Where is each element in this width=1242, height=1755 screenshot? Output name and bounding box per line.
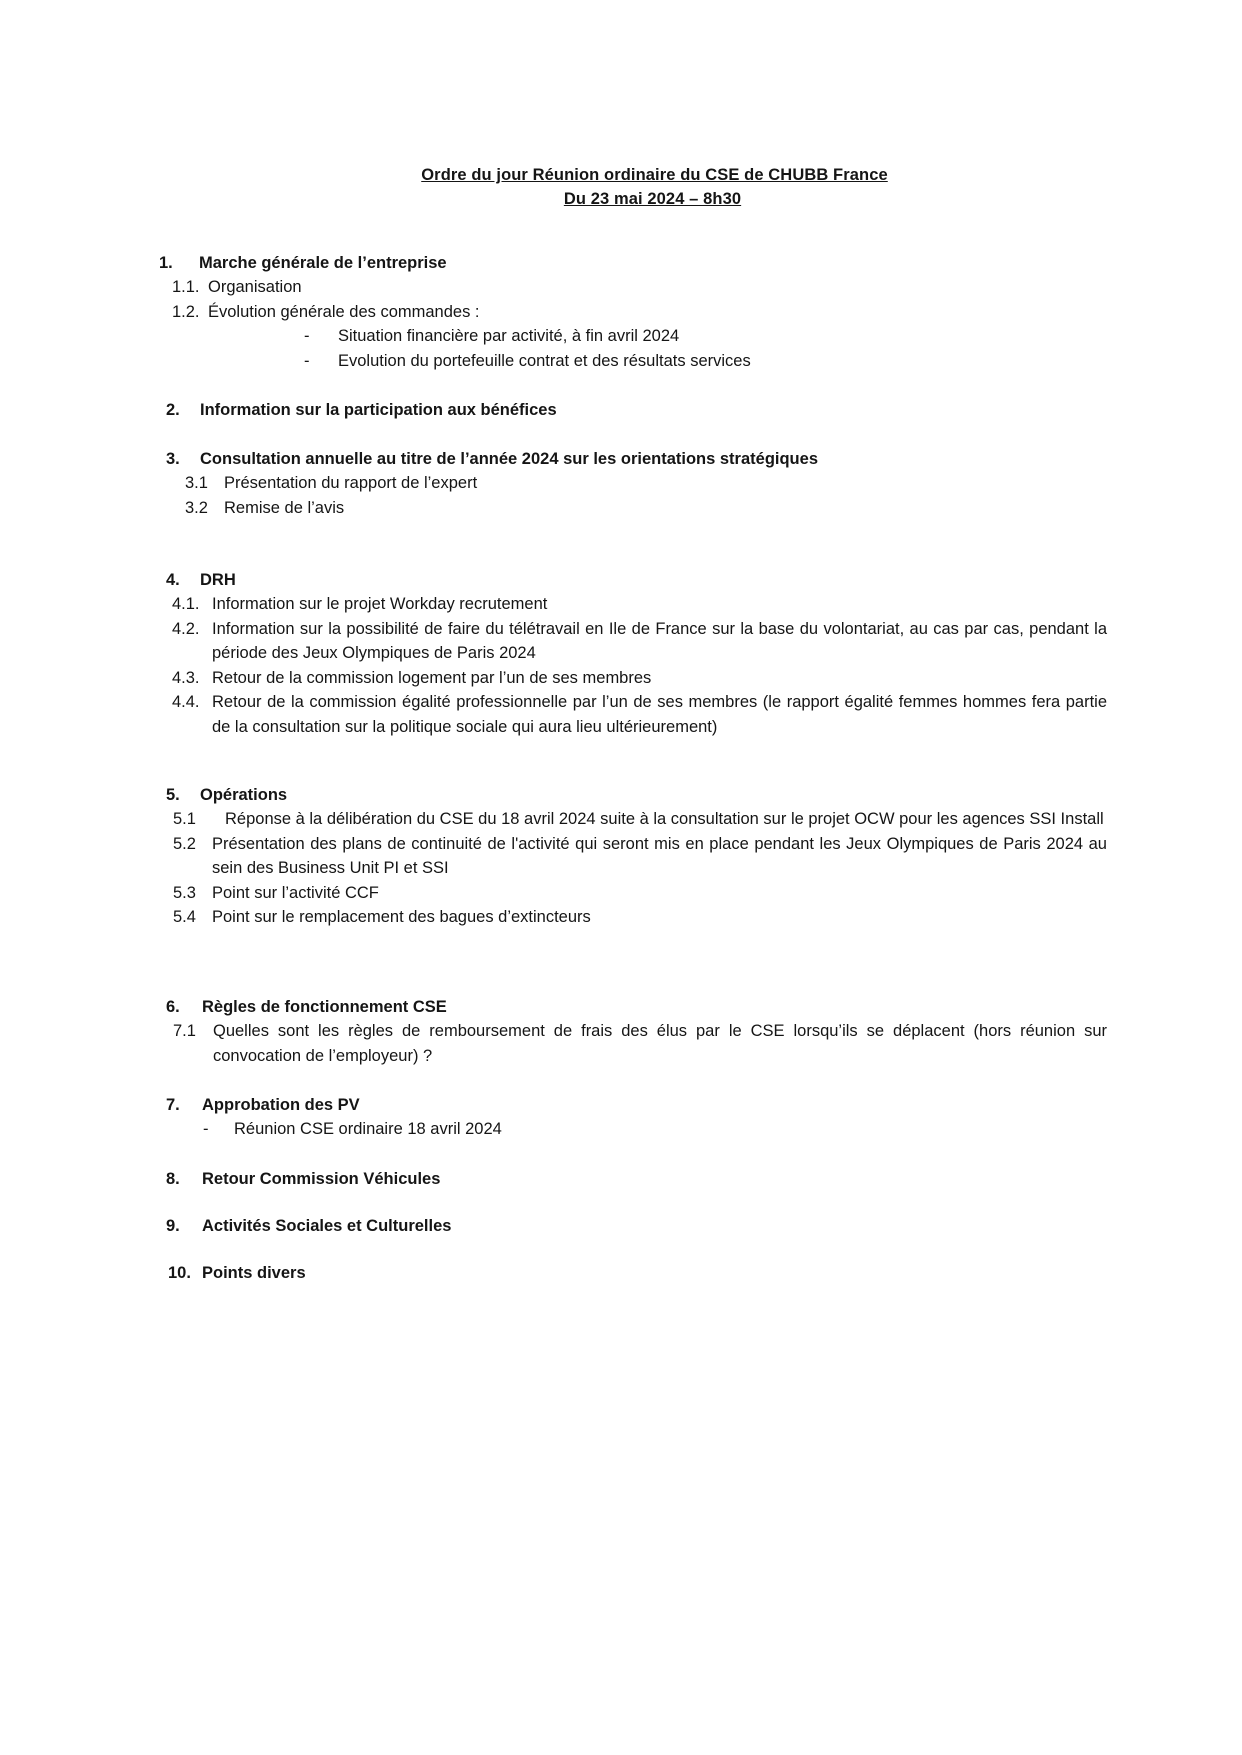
- list-item: [0, 832, 1242, 881]
- section-2: [0, 398, 1242, 422]
- section-title: Retour Commission Véhicules: [202, 1170, 441, 1188]
- list-item: [0, 617, 1242, 666]
- item-number: 4.4.: [172, 693, 200, 711]
- list-item: [0, 496, 1242, 521]
- item-number: 4.2.: [172, 619, 200, 638]
- section-heading: [0, 1214, 1242, 1238]
- item-text: Quelles sont les règles de remboursement de frais des élus par le CSE lorsqu’ils se déplacent (hors réunion sur convocation de l’employeur) ?: [213, 1022, 1107, 1065]
- item-number: 5.3: [173, 883, 196, 902]
- item-text: Point sur l’activité CCF: [212, 883, 379, 902]
- section-title: Règles de fonctionnement CSE: [202, 998, 447, 1016]
- bullet-text: Evolution du portefeuille contrat et des résultats services: [338, 351, 751, 370]
- bullet-item: [0, 1117, 1242, 1142]
- item-text: Information sur le projet Workday recrutement: [212, 595, 548, 613]
- section-title: Approbation des PV: [202, 1096, 360, 1114]
- section-number: 3.: [166, 450, 180, 468]
- list-item: [0, 300, 1242, 325]
- list-item: [0, 666, 1242, 691]
- section-7: [0, 1093, 1242, 1142]
- section-number: 10.: [168, 1264, 191, 1282]
- section-5: [0, 783, 1242, 930]
- section-8: [0, 1167, 1242, 1191]
- section-heading: [0, 568, 1242, 592]
- list-item: [0, 592, 1242, 617]
- item-number: 3.2: [185, 498, 208, 517]
- section-10: [0, 1261, 1242, 1285]
- item-number: 7.1: [173, 1022, 196, 1040]
- section-title: Marche générale de l’entreprise: [199, 254, 447, 272]
- list-item: [0, 881, 1242, 906]
- section-6: [0, 995, 1242, 1068]
- section-4: [0, 568, 1242, 739]
- section-number: 1.: [159, 254, 173, 272]
- item-text: Point sur le remplacement des bagues d’extincteurs: [212, 908, 591, 926]
- section-1: [0, 251, 1242, 373]
- section-heading: [0, 783, 1242, 807]
- item-text: Remise de l’avis: [224, 498, 345, 517]
- section-title: Information sur la participation aux bénéfices: [200, 401, 557, 419]
- section-heading: [0, 1261, 1242, 1285]
- section-title: Consultation annuelle au titre de l’année 2024 sur les orientations stratégiques: [200, 450, 818, 468]
- section-heading: [0, 1093, 1242, 1117]
- list-item: [0, 275, 1242, 300]
- section-3: [0, 447, 1242, 520]
- section-title: Opérations: [200, 786, 288, 804]
- item-text: Présentation des plans de continuité de l'activité qui seront mis en place pendant les Jeux Olympiques de Paris 2024 au sein des Business Unit PI et SSI: [212, 834, 1107, 877]
- list-item: [0, 471, 1242, 496]
- section-heading: [0, 1167, 1242, 1191]
- item-text: Présentation du rapport de l’expert: [224, 474, 478, 492]
- document-title: [0, 163, 1242, 211]
- item-text: Évolution générale des commandes :: [208, 302, 480, 321]
- item-number: 4.1.: [172, 595, 200, 613]
- section-title: Points divers: [202, 1264, 306, 1282]
- bullet-item: [0, 324, 1242, 349]
- item-text: Information sur la possibilité de faire du télétravail en Ile de France sur la base du volontariat, au cas par cas, pendant la période des Jeux Olympiques de Paris 2024: [212, 619, 1107, 662]
- item-number: 5.4: [173, 908, 196, 926]
- section-number: 7.: [166, 1096, 180, 1114]
- bullet-marker: -: [304, 327, 310, 345]
- item-text: Organisation: [208, 278, 302, 296]
- section-number: 4.: [166, 571, 180, 589]
- section-title: Activités Sociales et Culturelles: [202, 1217, 452, 1235]
- item-number: 1.1.: [172, 278, 200, 296]
- item-number: 4.3.: [172, 668, 200, 687]
- section-number: 8.: [166, 1170, 180, 1188]
- item-number: 3.1: [185, 474, 208, 492]
- section-number: 5.: [166, 786, 180, 804]
- item-text: Retour de la commission logement par l’un de ses membres: [212, 668, 652, 687]
- section-heading: [0, 447, 1242, 471]
- bullet-text: Situation financière par activité, à fin avril 2024: [338, 327, 680, 345]
- section-number: 2.: [166, 401, 180, 419]
- title-line-1: Ordre du jour Réunion ordinaire du CSE de CHUBB France: [421, 166, 888, 184]
- section-heading: [0, 398, 1242, 422]
- title-line-2: Du 23 mai 2024 – 8h30: [563, 190, 742, 208]
- section-heading: [0, 251, 1242, 275]
- list-item: [0, 807, 1242, 832]
- bullet-text: Réunion CSE ordinaire 18 avril 2024: [234, 1120, 502, 1138]
- bullet-marker: -: [304, 351, 310, 370]
- item-text: Retour de la commission égalité professionnelle par l’un de ses membres (le rapport égalité femmes hommes fera partie de la consultation sur la politique sociale qui aura lieu ultérieurement): [212, 693, 1107, 736]
- item-number: 5.2: [173, 834, 196, 853]
- item-text: Réponse à la délibération du CSE du 18 avril 2024 suite à la consultation sur le projet OCW pour les agences SSI Install: [225, 810, 1104, 828]
- section-title: DRH: [200, 571, 236, 589]
- list-item: [0, 690, 1242, 739]
- item-number: 1.2.: [172, 302, 200, 321]
- section-number: 9.: [166, 1217, 180, 1235]
- item-number: 5.1: [173, 810, 196, 828]
- section-number: 6.: [166, 998, 180, 1016]
- list-item: [0, 905, 1242, 930]
- section-9: [0, 1214, 1242, 1238]
- list-item: [0, 1019, 1242, 1068]
- bullet-item: [0, 349, 1242, 374]
- bullet-marker: -: [203, 1120, 209, 1138]
- section-heading: [0, 995, 1242, 1019]
